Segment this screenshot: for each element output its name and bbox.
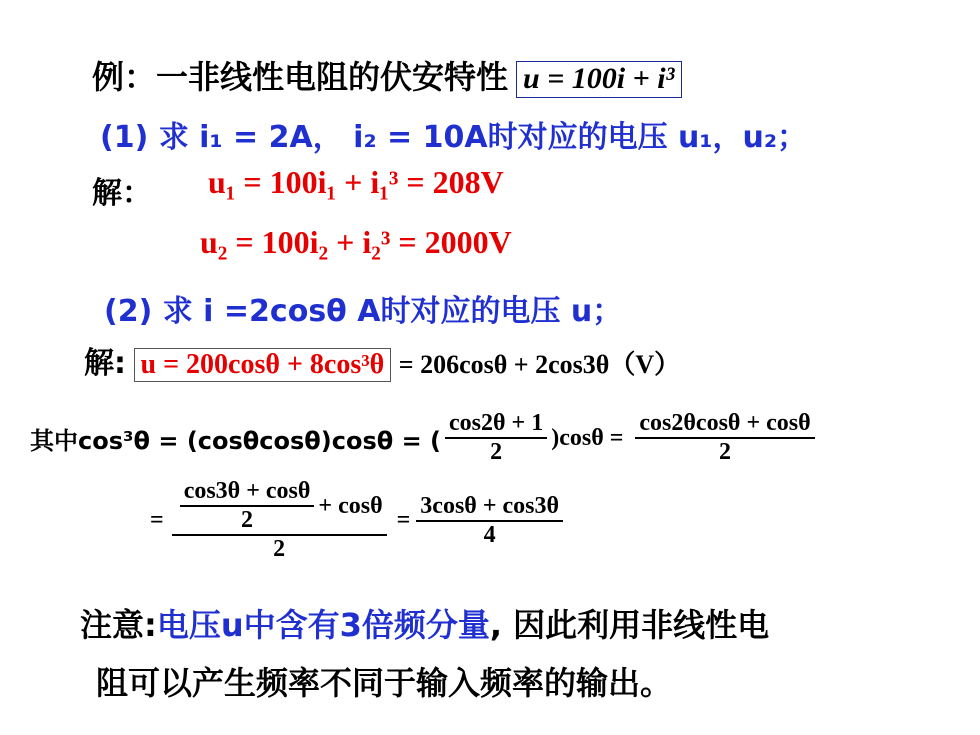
boxed-voltage-expression: u = 200cosθ + 8cos³θ <box>134 348 392 382</box>
part2-solution-line <box>84 338 680 382</box>
fraction-cos2theta-plus-1 <box>445 410 547 466</box>
part1-solve-label: 解： <box>92 176 152 211</box>
note-colon: : <box>144 606 157 644</box>
inner-fraction <box>180 478 315 534</box>
u2-equation: u₂ = 100i₂ + i₂³ = 2000V <box>200 224 512 260</box>
derivation-line-2 <box>150 478 567 563</box>
vi-characteristic-formula: u = 100i + i³ <box>516 61 682 98</box>
derivation-lead: 其中cos³θ = (cosθcosθ)cosθ = ( <box>30 426 442 455</box>
note-line-1 <box>80 600 769 646</box>
note-text: , 因此利用非线性电 <box>489 606 770 644</box>
fraction-denominator: 4 <box>483 521 496 548</box>
fraction-denominator: 2 <box>490 439 503 465</box>
fraction-numerator: cos2θcosθ + cosθ <box>635 410 814 439</box>
fraction-numerator: 3cosθ + cos3θ <box>416 493 563 522</box>
fraction-final-result <box>416 493 563 549</box>
nested-fraction <box>172 478 387 563</box>
note-line-2: 阻可以产生频率不同于输入频率的输出。 <box>96 664 673 702</box>
inner-plus-cos: + cosθ <box>318 492 383 519</box>
example-prefix: 例：一非线性电阻的伏安特性 <box>92 58 509 96</box>
note-highlight: 电压u中含有3倍频分量 <box>156 606 490 644</box>
fraction-numerator: cos3θ + cosθ <box>180 478 315 507</box>
note-label: 注意 <box>80 606 145 644</box>
u1-equation: u₁ = 100i₁ + i₁³ = 208V <box>208 164 504 200</box>
example-line <box>92 52 682 98</box>
voltage-result: = 206cosθ + 2cos3θ（V） <box>398 350 681 379</box>
nested-fraction-numerator <box>172 478 387 536</box>
fraction-denominator: 2 <box>719 439 732 465</box>
derivation-line-1 <box>30 398 819 478</box>
fraction-denominator: 2 <box>241 507 254 533</box>
part2-solve-label: 解: <box>84 346 126 381</box>
derivation-after-fraction: )cosθ = <box>551 424 624 451</box>
equals-sign: = <box>150 507 164 533</box>
part2-question: (2) 求 i =2cosθ A时对应的电压 u； <box>104 294 623 329</box>
fraction-numerator: cos2θ + 1 <box>445 410 547 439</box>
fraction-denominator: 2 <box>273 536 286 562</box>
part1-question: (1) 求 i₁ = 2A， i₂ = 10A时对应的电压 u₁，u₂； <box>100 120 808 155</box>
equals-sign: = <box>396 507 411 533</box>
fraction-product-form <box>635 410 814 466</box>
